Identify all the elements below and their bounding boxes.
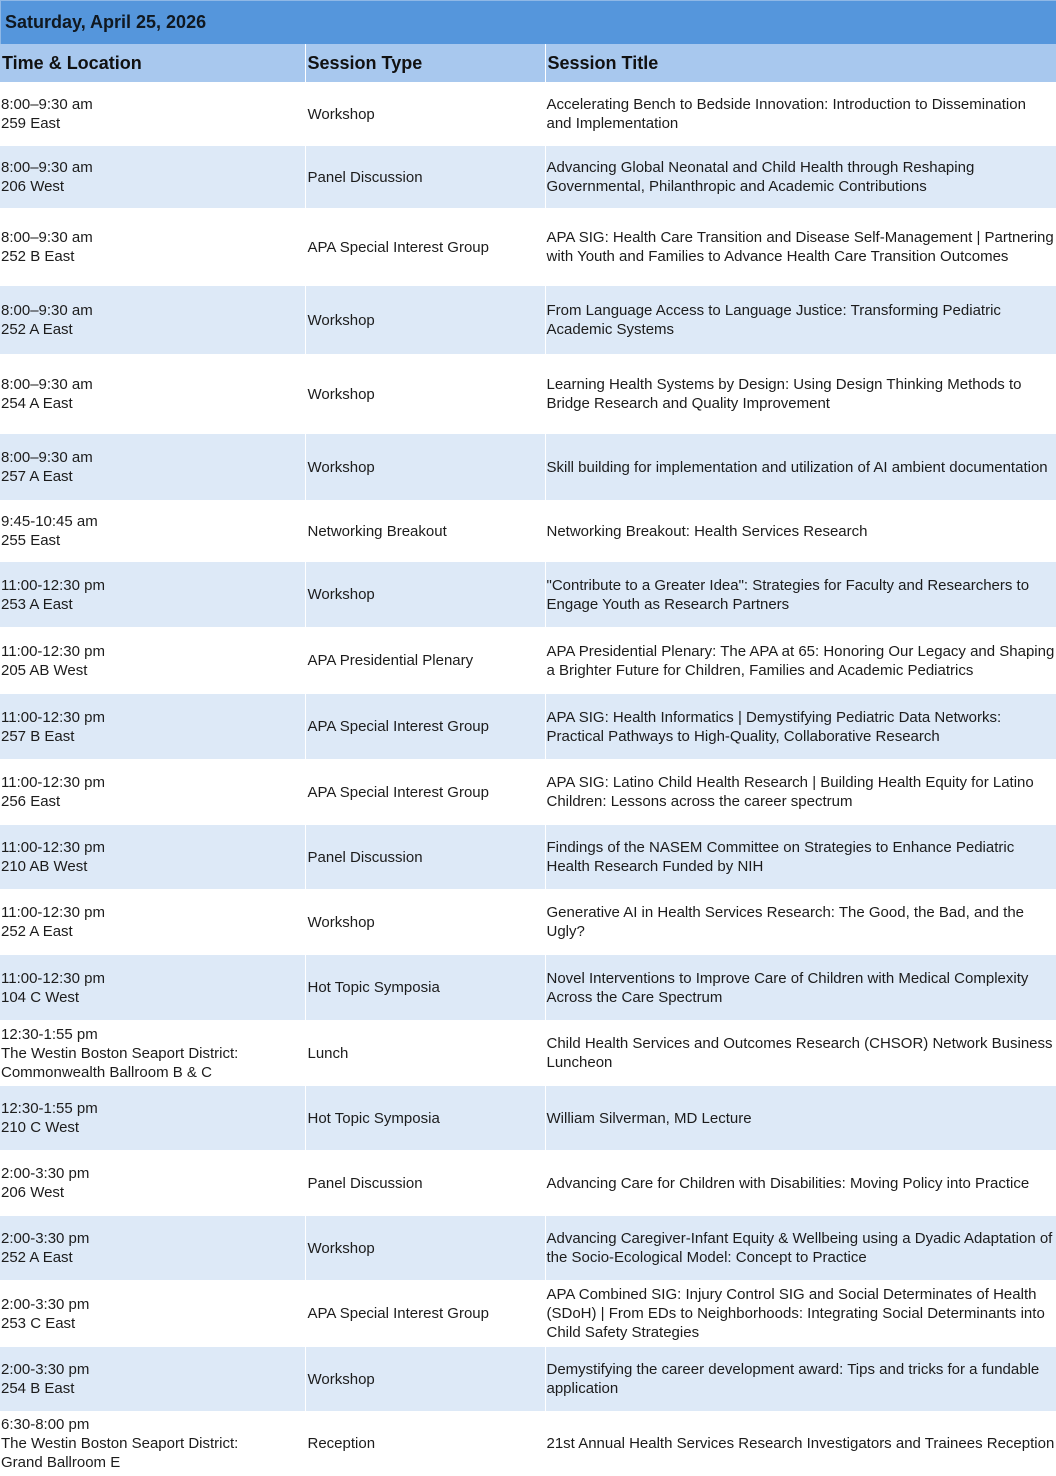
session-title-cell: APA SIG: Health Informatics | Demystifying Pediatric Data Networks: Practical Pathways to High-Quality, Collaborative Research [545, 694, 1056, 759]
table-row [0, 759, 1056, 825]
session-title-cell: Advancing Caregiver-Infant Equity & Wellbeing using a Dyadic Adaptation of the Socio-Ecological Model: Concept to Practice [545, 1216, 1056, 1280]
table-row [0, 1216, 1056, 1280]
session-type-cell: Workshop [305, 354, 545, 434]
table-row [0, 825, 1056, 889]
table-row [0, 434, 1056, 500]
session-title-cell: APA SIG: Latino Child Health Research | Building Health Equity for Latino Children: Lessons across the career spectrum [545, 759, 1056, 825]
table-row [0, 1150, 1056, 1216]
session-type-cell: Panel Discussion [305, 825, 545, 889]
session-type-cell: Workshop [305, 1216, 545, 1280]
session-location: 210 C West [1, 1119, 80, 1136]
table-row [0, 82, 1056, 146]
session-time: 11:00-12:30 pm [1, 642, 105, 660]
time-location-cell [0, 286, 305, 354]
session-title-cell: APA SIG: Health Care Transition and Disease Self-Management | Partnering with Youth and Families to Advance Health Care Transition Outcomes [545, 208, 1056, 286]
session-time: 8:00–9:30 am [1, 159, 93, 176]
session-time: 6:30-8:00 pm [1, 1416, 90, 1433]
session-title-cell: Skill building for implementation and utilization of AI ambient documentation [545, 434, 1056, 500]
sessions-table-body [0, 82, 1056, 1476]
time-location-cell [0, 955, 305, 1020]
time-location-cell [0, 759, 305, 825]
session-time: 2:00-3:30 pm [1, 1361, 90, 1378]
session-location: 252 A East [1, 923, 73, 940]
table-row [0, 1020, 1056, 1086]
session-location: 252 A East [1, 321, 73, 338]
session-time: 12:30-1:55 pm [1, 1100, 98, 1117]
session-type-cell: Workshop [305, 82, 545, 146]
session-type-cell: Panel Discussion [305, 146, 545, 208]
table-row [0, 208, 1056, 286]
session-location: 255 East [1, 532, 61, 549]
session-location: 253 A East [1, 595, 73, 613]
session-location: 254 B East [1, 1380, 75, 1397]
session-type-cell: Panel Discussion [305, 1150, 545, 1216]
session-title-cell: William Silverman, MD Lecture [545, 1086, 1056, 1150]
session-location: 252 A East [1, 1249, 73, 1266]
session-location: 104 C West [1, 988, 80, 1006]
session-type-cell: APA Presidential Plenary [305, 627, 545, 694]
table-row [0, 500, 1056, 562]
session-time: 11:00-12:30 pm [1, 774, 105, 791]
column-header-session-type: Session Type [305, 44, 545, 82]
table-header-row [0, 44, 1056, 82]
session-title-cell: From Language Access to Language Justice: Transforming Pediatric Academic Systems [545, 286, 1056, 354]
time-location-cell [0, 208, 305, 286]
session-time: 11:00-12:30 pm [1, 969, 105, 987]
session-title-cell: Child Health Services and Outcomes Research (CHSOR) Network Business Luncheon [545, 1020, 1056, 1086]
session-time: 8:00–9:30 am [1, 96, 93, 113]
session-time: 11:00-12:30 pm [1, 576, 105, 594]
table-row [0, 955, 1056, 1020]
session-type-cell: Networking Breakout [305, 500, 545, 562]
session-location: 256 East [1, 793, 61, 810]
time-location-cell [0, 1280, 305, 1347]
session-title-cell: APA Combined SIG: Injury Control SIG and Social Determinates of Health (SDoH) | From EDs to Neighborhoods: Integrating Social Determinants into Child Safety Strategies [545, 1280, 1056, 1347]
table-row [0, 694, 1056, 759]
table-row [0, 1280, 1056, 1347]
session-type-cell: Hot Topic Symposia [305, 1086, 545, 1150]
time-location-cell [0, 146, 305, 208]
session-location-room: Grand Ballroom E [1, 1454, 121, 1471]
session-title-cell: 21st Annual Health Services Research Investigators and Trainees Reception [545, 1411, 1056, 1476]
session-title-cell: Findings of the NASEM Committee on Strategies to Enhance Pediatric Health Research Funded by NIH [545, 825, 1056, 889]
session-time: 11:00-12:30 pm [1, 708, 105, 726]
session-type-cell: Workshop [305, 562, 545, 627]
session-time: 9:45-10:45 am [1, 513, 98, 530]
table-row [0, 354, 1056, 434]
time-location-cell [0, 694, 305, 759]
time-location-cell [0, 825, 305, 889]
time-location-cell [0, 627, 305, 694]
session-time: 8:00–9:30 am [1, 229, 93, 246]
session-title-cell: Networking Breakout: Health Services Research [545, 500, 1056, 562]
session-location: The Westin Boston Seaport District: [1, 1435, 239, 1452]
session-type-cell: Reception [305, 1411, 545, 1476]
session-title-cell: Learning Health Systems by Design: Using Design Thinking Methods to Bridge Research and Quality Improvement [545, 354, 1056, 434]
time-location-cell [0, 354, 305, 434]
session-time: 8:00–9:30 am [1, 449, 93, 466]
time-location-cell [0, 889, 305, 955]
session-title-cell: Advancing Global Neonatal and Child Health through Reshaping Governmental, Philanthropic and Academic Contributions [545, 146, 1056, 208]
sessions-table [0, 44, 1056, 1476]
session-location-room: Commonwealth Ballroom B & C [1, 1063, 212, 1081]
schedule-date-header: Saturday, April 25, 2026 [0, 0, 1056, 44]
time-location-cell [0, 1020, 305, 1086]
table-row [0, 562, 1056, 627]
session-time: 2:00-3:30 pm [1, 1295, 90, 1313]
table-row [0, 889, 1056, 955]
session-time: 8:00–9:30 am [1, 376, 93, 393]
session-time: 2:00-3:30 pm [1, 1165, 90, 1182]
session-time: 11:00-12:30 pm [1, 839, 105, 856]
session-type-cell: Workshop [305, 286, 545, 354]
column-header-time-location: Time & Location [0, 44, 305, 82]
session-location: 257 B East [1, 727, 75, 745]
session-time: 8:00–9:30 am [1, 302, 93, 319]
session-type-cell: Workshop [305, 889, 545, 955]
time-location-cell [0, 1150, 305, 1216]
session-location: 206 West [1, 1184, 65, 1201]
session-type-cell: APA Special Interest Group [305, 759, 545, 825]
table-row [0, 627, 1056, 694]
time-location-cell [0, 1216, 305, 1280]
session-location: 210 AB West [1, 858, 88, 875]
table-row [0, 286, 1056, 354]
time-location-cell [0, 500, 305, 562]
session-location: 206 West [1, 178, 65, 195]
column-header-session-title: Session Title [545, 44, 1056, 82]
session-location: 253 C East [1, 1314, 76, 1332]
session-title-cell: APA Presidential Plenary: The APA at 65: Honoring Our Legacy and Shaping a Brighter Future for Children, Families and Academic Pediatrics [545, 627, 1056, 694]
session-title-cell: Accelerating Bench to Bedside Innovation: Introduction to Dissemination and Implementation [545, 82, 1056, 146]
session-time: 11:00-12:30 pm [1, 904, 105, 921]
table-row [0, 146, 1056, 208]
session-time: 2:00-3:30 pm [1, 1230, 90, 1247]
time-location-cell [0, 434, 305, 500]
session-type-cell: Lunch [305, 1020, 545, 1086]
session-location: 254 A East [1, 395, 73, 412]
session-title-cell: Generative AI in Health Services Research: The Good, the Bad, and the Ugly? [545, 889, 1056, 955]
session-location: 257 A East [1, 468, 73, 485]
session-location: 252 B East [1, 248, 75, 265]
session-location: 205 AB West [1, 661, 88, 679]
session-title-cell: Novel Interventions to Improve Care of Children with Medical Complexity Across the Care Spectrum [545, 955, 1056, 1020]
session-location: 259 East [1, 115, 61, 132]
session-title-cell: "Contribute to a Greater Idea": Strategies for Faculty and Researchers to Engage Youth as Research Partners [545, 562, 1056, 627]
session-type-cell: APA Special Interest Group [305, 1280, 545, 1347]
session-type-cell: APA Special Interest Group [305, 208, 545, 286]
table-row [0, 1411, 1056, 1476]
time-location-cell [0, 1347, 305, 1411]
time-location-cell [0, 1086, 305, 1150]
session-title-cell: Advancing Care for Children with Disabilities: Moving Policy into Practice [545, 1150, 1056, 1216]
table-row [0, 1347, 1056, 1411]
time-location-cell [0, 1411, 305, 1476]
time-location-cell [0, 562, 305, 627]
table-row [0, 1086, 1056, 1150]
session-type-cell: Workshop [305, 1347, 545, 1411]
time-location-cell [0, 82, 305, 146]
session-type-cell: APA Special Interest Group [305, 694, 545, 759]
session-title-cell: Demystifying the career development award: Tips and tricks for a fundable application [545, 1347, 1056, 1411]
session-type-cell: Hot Topic Symposia [305, 955, 545, 1020]
session-time: 12:30-1:55 pm [1, 1025, 98, 1043]
session-location: The Westin Boston Seaport District: [1, 1044, 239, 1062]
session-type-cell: Workshop [305, 434, 545, 500]
